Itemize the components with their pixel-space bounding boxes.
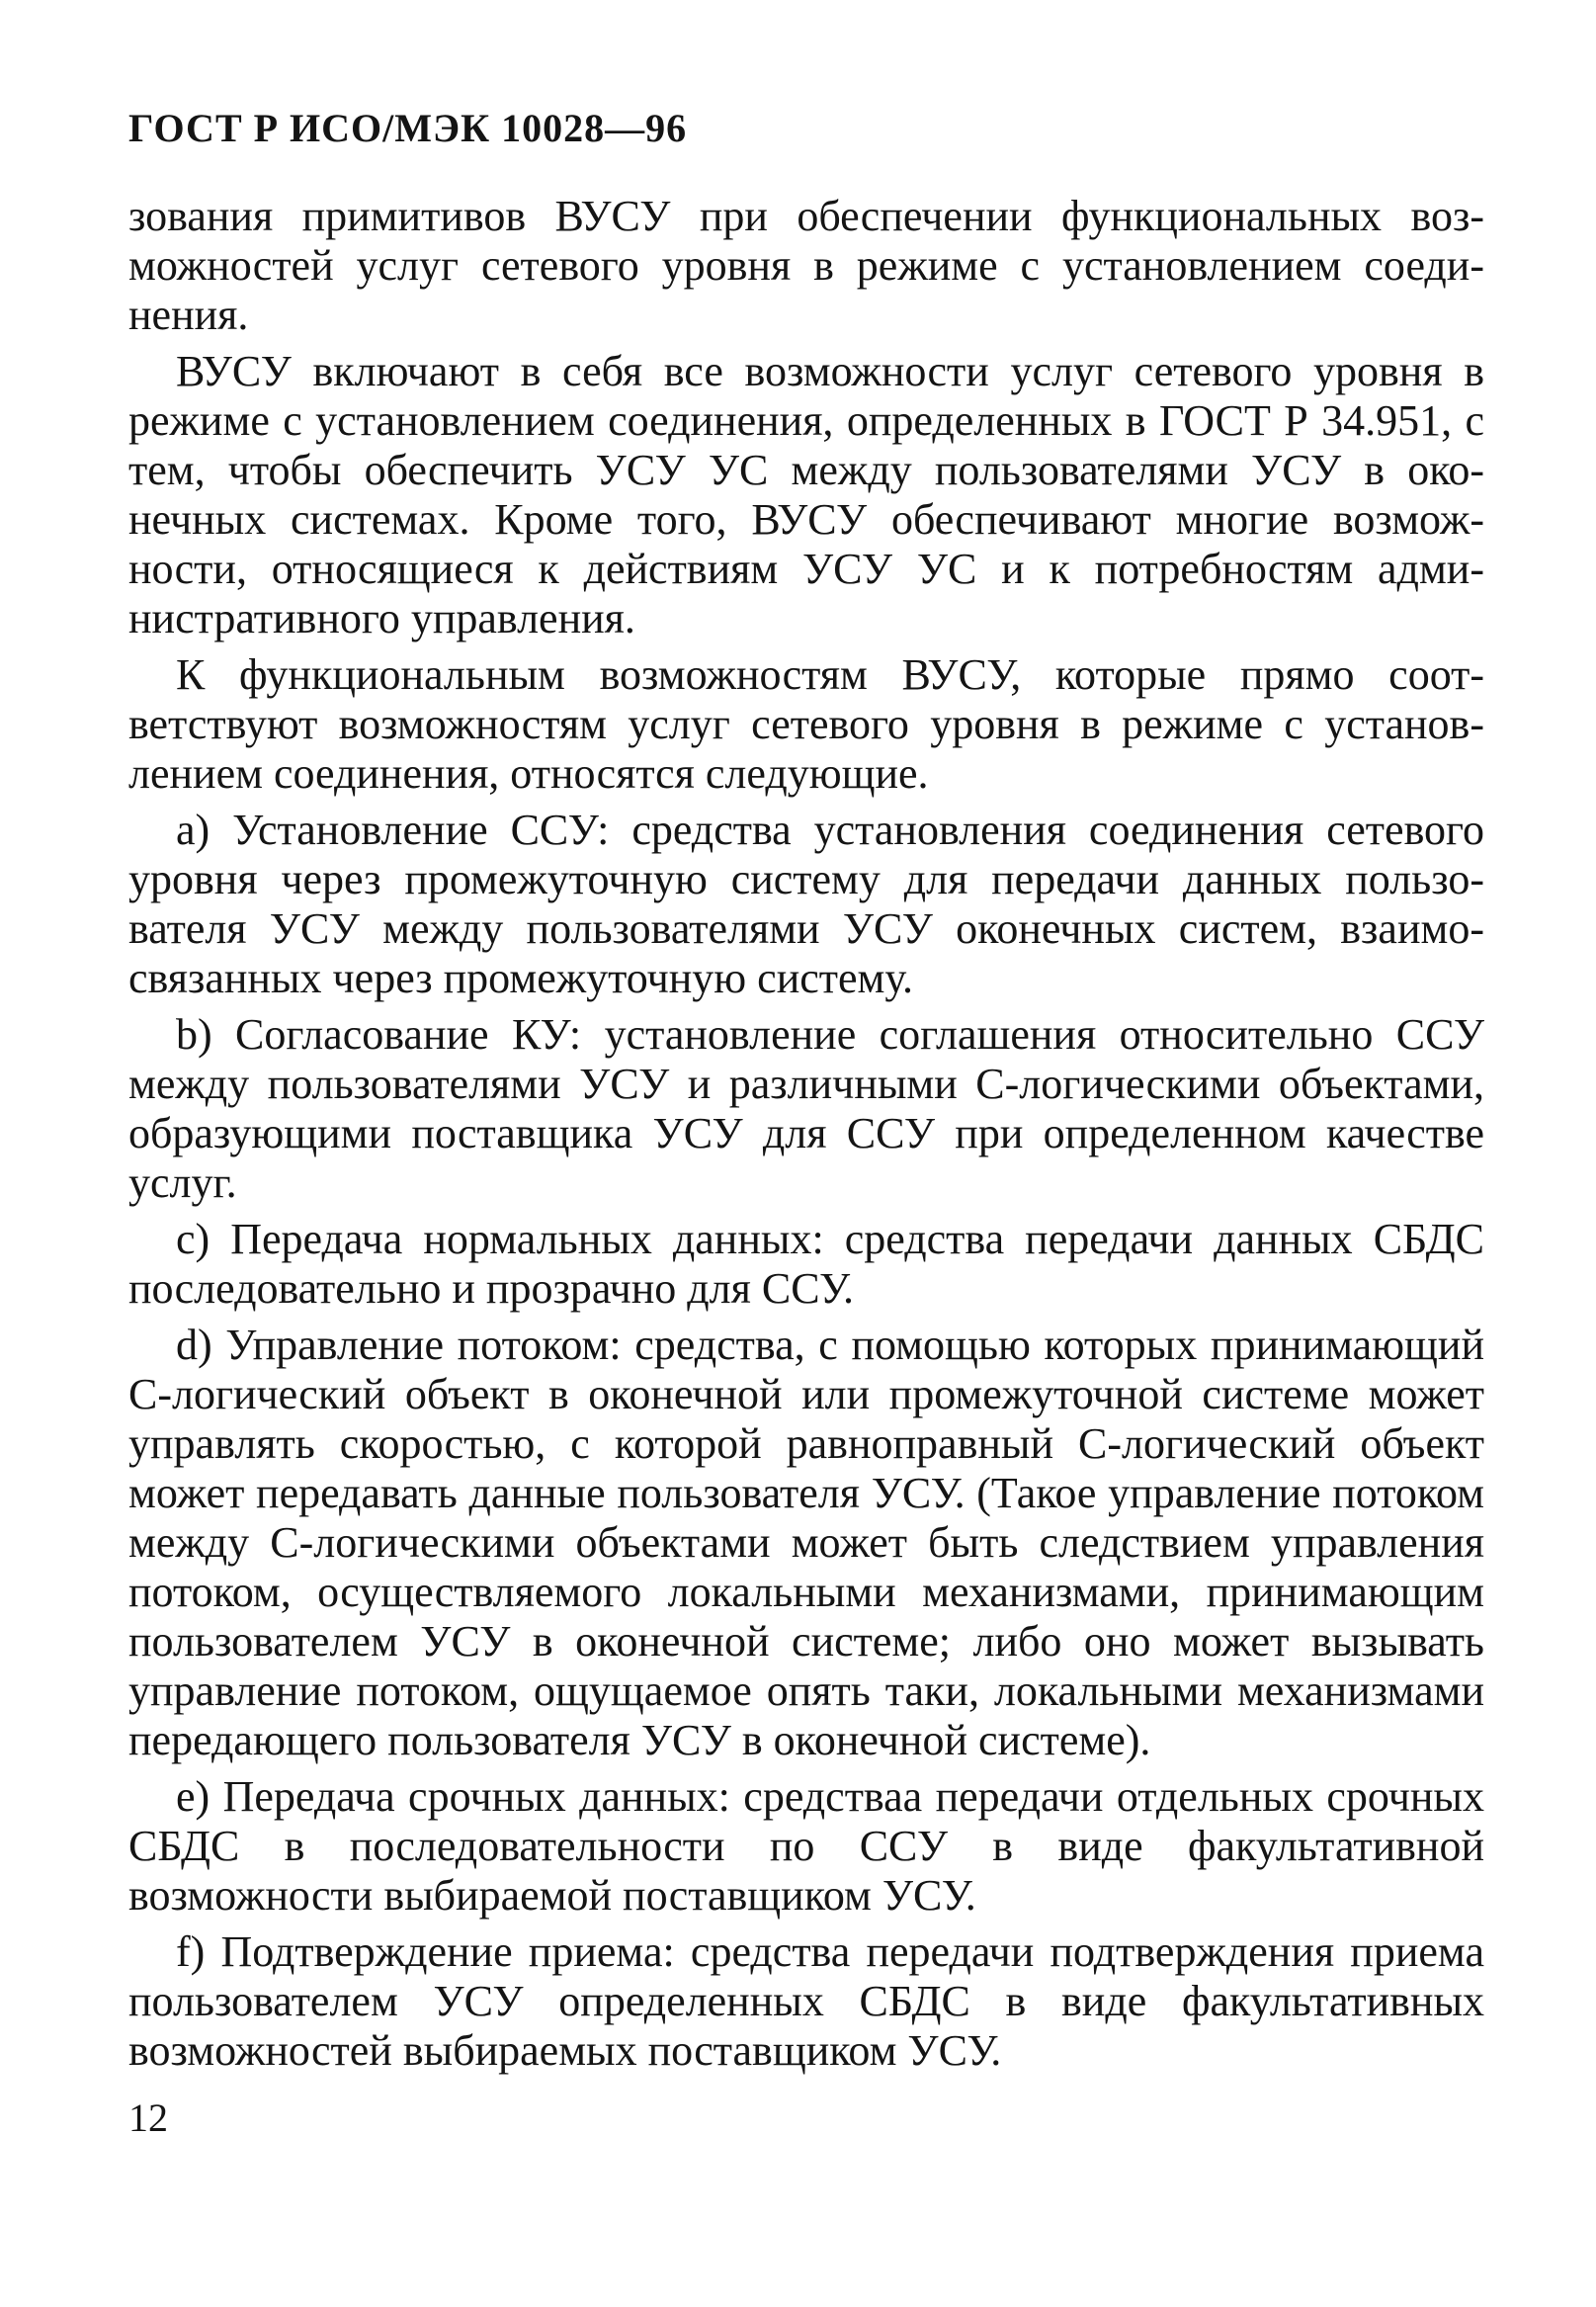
list-item-a: а) Установление ССУ: средства установления соединения сетевого уровня через промежуточную систему для передачи данных пользователя УСУ между пользователями УСУ оконечных систем, взаимосвязанных через промежуточную систему. (128, 806, 1484, 1002)
list-item-d: d) Управление потоком: средства, с помощью которых принимающий С-логический объект в оконечной или промежуточной системе может управлять скоростью, с которой равноправный С-логический объект может передавать данные пользователя УСУ. (Такое управление потоком между С-логическими объектами может быть следствием управления потоком, осуществляемого локальными механизмами, принимающим пользователем УСУ в оконечной системе; либо оно может вызывать управление потоком, ощущаемое опять таки, локальными механизмами передающего пользователя УСУ в оконечной системе). (128, 1321, 1484, 1764)
body-text (128, 192, 1484, 2083)
list-item-e: е) Передача срочных данных: средстваа передачи отдельных срочных СБДС в последовательности по ССУ в виде факультативной возможности выбираемой поставщиком УСУ. (128, 1772, 1484, 1920)
page-number: 12 (128, 2095, 168, 2140)
paragraph-continuation: зования примитивов ВУСУ при обеспечении функциональных возможностей услуг сетевого уровня в режиме с установлением соединения. (128, 192, 1484, 339)
list-item-c: с) Передача нормальных данных: средства передачи данных СБДС последовательно и прозрачно для ССУ. (128, 1215, 1484, 1313)
running-header: ГОСТ Р ИСО/МЭК 10028—96 (128, 106, 688, 150)
paragraph-functional-list-intro: К функциональным возможностям ВУСУ, которые прямо соответствуют возможностям услуг сетевого уровня в режиме с установлением соединения, относятся следующие. (128, 650, 1484, 798)
paragraph-vusu-capabilities: ВУСУ включают в себя все возможности услуг сетевого уровня в режиме с установлением соединения, определенных в ГОСТ Р 34.951, с тем, чтобы обеспечить УСУ УС между пользователями УСУ в оконечных системах. Кроме того, ВУСУ обеспечивают многие возможности, относящиеся к действиям УСУ УС и к потребностям административного управления. (128, 347, 1484, 642)
list-item-f: f) Подтверждение приема: средства передачи подтверждения приема пользователем УСУ определенных СБДС в виде факультативных возможностей выбираемых поставщиком УСУ. (128, 1927, 1484, 2075)
list-item-b: b) Согласование КУ: установление соглашения относительно ССУ между пользователями УСУ и различными С-логическими объектами, образующими поставщика УСУ для ССУ при определенном качестве услуг. (128, 1010, 1484, 1207)
